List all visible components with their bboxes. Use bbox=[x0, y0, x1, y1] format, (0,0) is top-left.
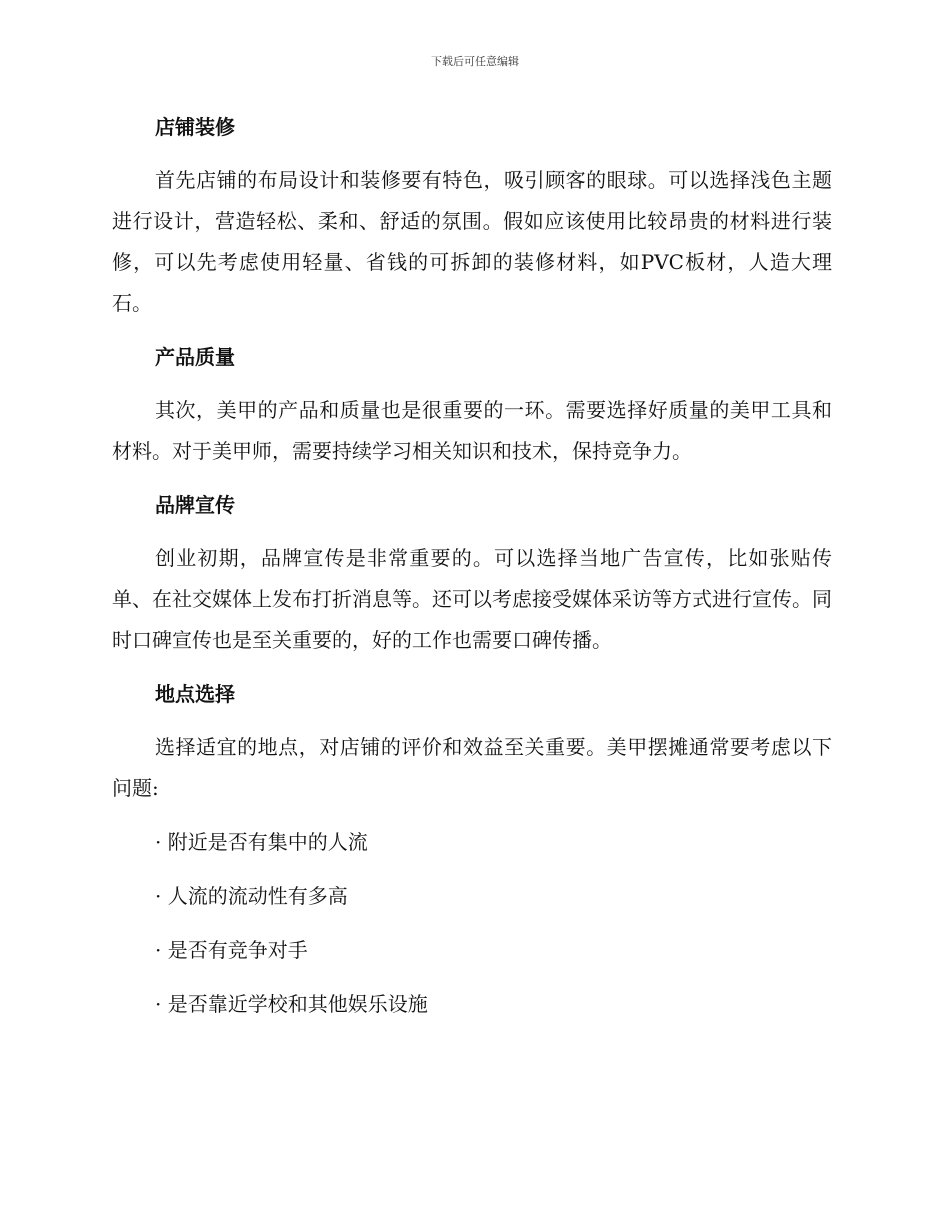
page-header: 下载后可任意编辑 bbox=[431, 55, 519, 68]
section-heading-decoration: 店铺装修 bbox=[155, 115, 235, 139]
document-body bbox=[112, 108, 832, 1039]
location-criteria-list bbox=[112, 823, 832, 1023]
list-item: · 人流的流动性有多高 bbox=[155, 884, 348, 908]
list-item: · 附近是否有集中的人流 bbox=[155, 830, 368, 854]
list-item: · 是否靠近学校和其他娱乐设施 bbox=[155, 992, 428, 1016]
section-heading-quality: 产品质量 bbox=[155, 345, 235, 369]
section-paragraph-quality: 其次，美甲的产品和质量也是很重要的一环。需要选择好质量的美甲工具和材料。对于美甲师，需要持续学习相关知识和技术，保持竞争力。 bbox=[112, 398, 832, 463]
section-paragraph-decoration: 首先店铺的布局设计和装修要有特色，吸引顾客的眼球。可以选择浅色主题进行设计，营造轻松、柔和、舒适的氛围。假如应该使用比较昂贵的材料进行装修，可以先考虑使用轻量、省钱的可拆卸的装修材料，如PVC板材，人造大理石。 bbox=[112, 168, 832, 315]
section-heading-branding: 品牌宣传 bbox=[155, 493, 235, 517]
section-paragraph-location: 选择适宜的地点，对店铺的评价和效益至关重要。美甲摆摊通常要考虑以下问题: bbox=[112, 735, 832, 800]
section-paragraph-branding: 创业初期，品牌宣传是非常重要的。可以选择当地广告宣传，比如张贴传单、在社交媒体上发布打折消息等。还可以考虑接受媒体采访等方式进行宣传。同时口碑宣传也是至关重要的，好的工作也需要口碑传播。 bbox=[112, 546, 832, 652]
list-item: · 是否有竞争对手 bbox=[155, 938, 308, 962]
section-heading-location: 地点选择 bbox=[155, 682, 235, 706]
